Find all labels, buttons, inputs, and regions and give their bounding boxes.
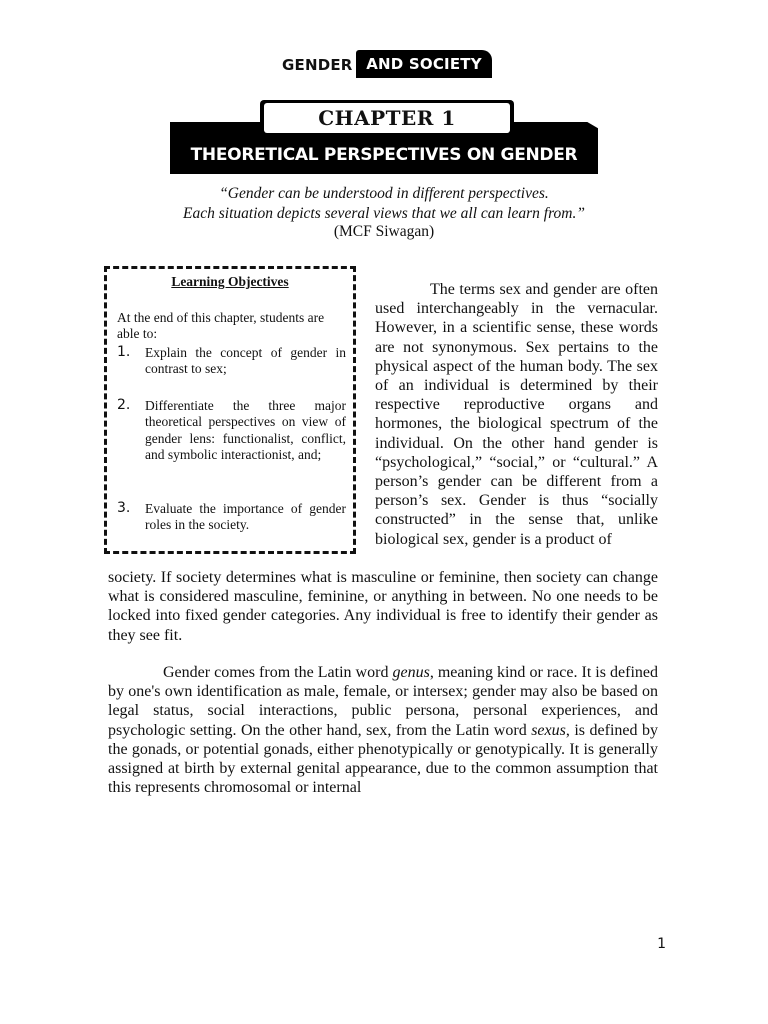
objective-number-2: 2. (117, 397, 131, 413)
header-gender-label: GENDER (282, 56, 353, 74)
page-number: 1 (657, 936, 666, 952)
learning-objectives-intro: At the end of this chapter, students are able to: (117, 310, 325, 341)
paragraph-2-part-c: , is defined by the gonads, or potential gonads, either phenotypically or genotypically. It is generally assigned at birth by external genital appearance, due to the common assumption that this represents chromosomal or internal (108, 721, 658, 797)
objective-text-2: Differentiate the three major theoretical perspectives on view of gender lens: functionalist, conflict, and symbolic interactionist, and; (145, 398, 346, 463)
quote-author: (MCF Siwagan) (333, 223, 435, 240)
objective-number-3: 3. (117, 500, 131, 516)
quote-line-1: “Gender can be understood in different perspectives. (219, 185, 549, 202)
objective-text-1: Explain the concept of gender in contrast to sex; (145, 345, 346, 377)
header-and-society-label: AND SOCIETY (356, 50, 492, 78)
paragraph-2-part-b: , meaning kind or race. It is defined by one's own identification as male, female, or intersex; gender may also be based on legal status, social interactions, public persona, personal experiences, and psychologic setting. On the other hand, sex, from the Latin word (108, 664, 658, 739)
term-genus: genus (392, 664, 430, 681)
term-sexus: sexus (531, 721, 566, 739)
objective-text-3: Evaluate the importance of gender roles in the society. (145, 501, 346, 533)
paragraph-1-column: The terms sex and gender are often used interchangeably in the vernacular. However, in a scientific sense, these words are not synonymous. Sex pertains to the physical aspect of the human body. The sex of an individual is determined by their respective reproductive organs and hormones, the biological spectrum of the individual. On the other hand gender is “psychological,” “social,” or “cultural.” A person’s gender can be different from a person’s sex. Gender is thus “socially constructed” in the sense that, unlike biological sex, gender is a product of (375, 281, 658, 548)
chapter-label: CHAPTER 1 (264, 103, 510, 133)
paragraph-1-continued: society. If society determines what is masculine or feminine, then society can change what is considered masculine, feminine, or anything in between. No one needs to be locked into fixed gender categories. Any individual is free to identify their gender as they see fit. (108, 569, 658, 644)
paragraph-2 (108, 663, 658, 797)
chapter-title: THEORETICAL PERSPECTIVES ON GENDER (190, 145, 578, 165)
learning-objectives-title: Learning Objectives (171, 274, 289, 289)
objective-number-1: 1. (117, 344, 131, 360)
quote-line-2: Each situation depicts several views that we all can learn from.” (183, 205, 585, 222)
paragraph-2-part-a: Gender comes from the Latin word (163, 664, 393, 681)
